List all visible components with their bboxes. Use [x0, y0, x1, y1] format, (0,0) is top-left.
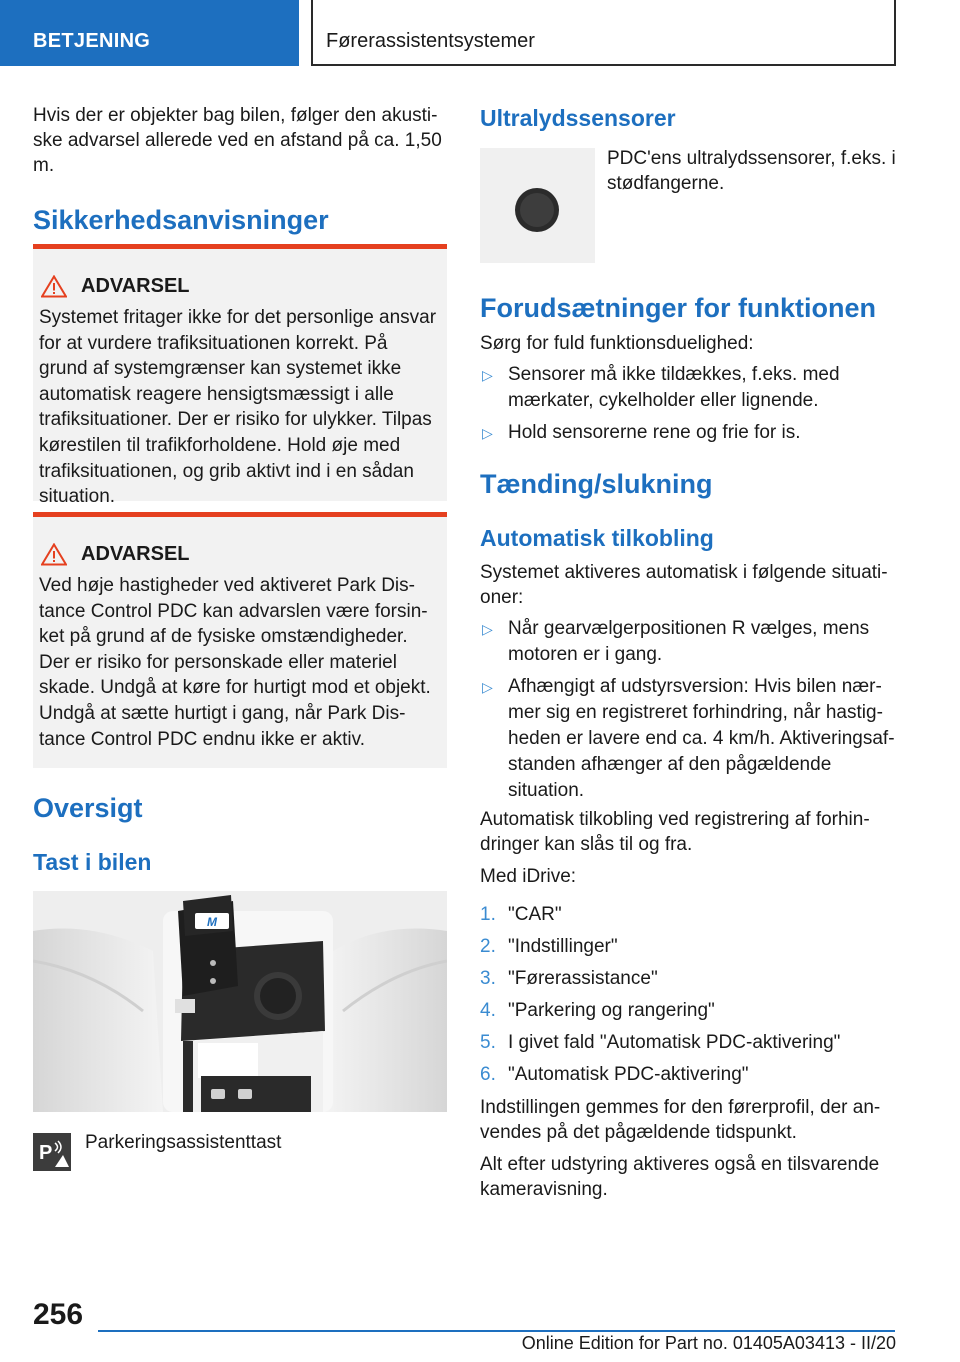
step-item — [480, 966, 896, 998]
safety-heading: Sikkerhedsanvisninger — [33, 205, 329, 235]
list-item — [480, 420, 896, 446]
ultrasonic-sensor-image — [480, 148, 595, 263]
auto-item-text: Når gearvælgerpositionen R vælges, mens motoren er i gang. — [508, 618, 870, 665]
page-number: 256 — [33, 1298, 84, 1331]
step-number: 2. — [480, 936, 496, 957]
prereq-item-text: Sensorer må ikke tildækkes, f.eks. med mærkater, cykelholder eller lignende. — [508, 364, 840, 411]
header-section-tab — [0, 0, 299, 66]
idrive-intro: Med iDrive: — [480, 866, 577, 887]
button-heading: Tast i bilen — [33, 849, 152, 875]
step-item — [480, 1030, 896, 1062]
step-text: "CAR" — [508, 904, 562, 925]
header-chapter-label: Førerassistentsystemer — [326, 30, 535, 52]
prereq-list — [480, 362, 896, 446]
warning-box-1 — [33, 244, 447, 508]
svg-text:P: P — [39, 1142, 53, 1164]
step-text: "Førerassistance" — [508, 968, 658, 989]
profile-note: Indstillingen gemmes for den førerprofil, der anvendes på det pågældende tidspunkt. — [480, 1097, 881, 1143]
footer-divider — [98, 1330, 895, 1332]
list-item — [480, 616, 896, 668]
step-text: "Automatisk PDC-aktivering" — [508, 1064, 749, 1085]
console-m-logo: M — [207, 915, 217, 929]
warning-1-title: ADVARSEL — [81, 274, 190, 297]
auto-intro: Systemet aktiveres automatisk i følgende situationer: — [480, 562, 888, 608]
warning-1-text: Systemet fritager ikke for det personlige ansvar for at vurdere trafiksituationen korrekt. På grund af systemgrænser kan systemet ikke automatisk reagere hensigtsmæssigt i alle trafiksituationer. Der er risiko for ulykker. Tilpas kørestilen til trafikforholdene. Hold øje med trafiksituationen, og grib aktivt ind i en sådan situation. — [39, 307, 437, 508]
step-text: "Parkering og rangering" — [508, 1000, 715, 1021]
overview-heading: Oversigt — [33, 793, 143, 823]
footer-edition: Online Edition for Part no. 01405A03413 - II/20 — [521, 1333, 896, 1353]
warning-triangle-icon — [41, 543, 67, 566]
prereq-heading: Forudsætninger for funktionen — [480, 293, 876, 323]
step-item — [480, 902, 896, 934]
list-item — [480, 674, 896, 804]
step-item — [480, 1062, 896, 1094]
step-number: 6. — [480, 1064, 496, 1085]
warning-box-2 — [33, 512, 447, 768]
bullet-triangle-icon: ▷ — [482, 621, 493, 637]
header-chapter-box — [311, 0, 896, 66]
sensors-text: PDC'ens ultralydssensorer, f.eks. i stødfangerne. — [607, 148, 896, 194]
intro-paragraph: Hvis der er objekter bag bilen, følger den akustiske advarsel allerede ved en afstand på ca. 1,50 m. — [33, 105, 442, 176]
idrive-steps — [480, 902, 896, 1094]
center-console-image — [33, 891, 447, 1112]
auto-list — [480, 616, 896, 804]
bullet-triangle-icon: ▷ — [482, 425, 493, 441]
warning-triangle-icon — [41, 275, 67, 298]
parking-assistant-icon — [33, 1133, 71, 1171]
step-item — [480, 998, 896, 1030]
header-section-label: BETJENING — [33, 30, 151, 52]
camera-note: Alt efter udstyring aktiveres også en tilsvarende kameravisning. — [480, 1154, 880, 1200]
step-text: "Indstillinger" — [508, 936, 618, 957]
list-item — [480, 362, 896, 414]
step-number: 4. — [480, 1000, 496, 1021]
sensors-heading: Ultralydssensorer — [480, 105, 676, 131]
auto-note: Automatisk tilkobling ved registrering af forhindringer kan slås til og fra. — [480, 809, 870, 855]
warning-2-title: ADVARSEL — [81, 542, 190, 565]
prereq-intro: Sørg for fuld funktionsduelighed: — [480, 333, 754, 354]
warning-2-text: Ved høje hastigheder ved aktiveret Park Distance Control PDC kan advarslen være forsinket på grund af de fysiske omstændigheder. Der er risiko for personskade eller materiel skade. Undgå at køre for hurtigt mod et objekt. Undgå at sætte hurtigt i gang, når Park Distance Control PDC endnu ikke er aktiv. — [39, 575, 431, 750]
step-number: 3. — [480, 968, 496, 989]
parking-assistant-label: Parkeringsassistenttast — [85, 1132, 282, 1153]
step-item — [480, 934, 896, 966]
auto-item-text: Afhængigt af udstyrsversion: Hvis bilen nærmer sig en registreret forhindring, når hastigheden er lavere end ca. 4 km/h. Aktiveringsafstanden afhænger af den pågældende situation. — [508, 676, 895, 801]
step-number: 5. — [480, 1032, 496, 1053]
prereq-item-text: Hold sensorerne rene og frie for is. — [508, 422, 801, 443]
bullet-triangle-icon: ▷ — [482, 679, 493, 695]
onoff-heading: Tænding/slukning — [480, 469, 713, 499]
bullet-triangle-icon: ▷ — [482, 367, 493, 383]
step-number: 1. — [480, 904, 496, 925]
step-text: I givet fald "Automatisk PDC-aktivering" — [508, 1032, 841, 1053]
auto-heading: Automatisk tilkobling — [480, 525, 714, 551]
